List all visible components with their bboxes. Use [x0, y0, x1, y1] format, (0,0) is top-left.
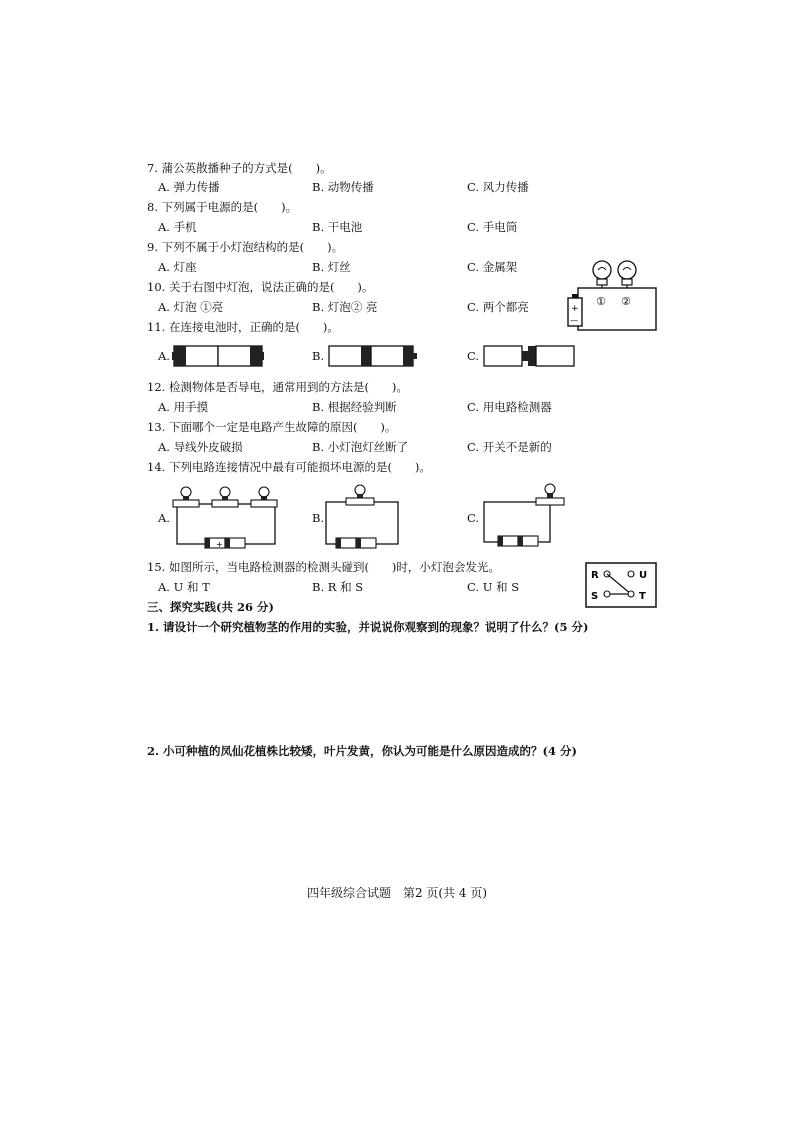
question-7-option-c: C. 风力传播 [467, 180, 529, 194]
question-14-option-c: C. [467, 511, 480, 525]
question-14-option-b: B. [312, 511, 325, 525]
question-8-option-a: A. 手机 [158, 220, 197, 234]
battery-plus-label: + [571, 304, 579, 314]
question-9-option-a: A. 灯座 [158, 260, 197, 274]
terminal-s-label: S [591, 591, 599, 602]
question-10-option-b: B. 灯泡② 亮 [312, 300, 378, 314]
section-3-title: 三、探究实践(共 26 分) [147, 600, 274, 614]
question-13-option-c: C. 开关不是新的 [467, 440, 552, 454]
question-7-option-b: B. 动物传播 [312, 180, 374, 194]
question-11-stem: 11. 在连接电池时，正确的是( )。 [147, 320, 339, 334]
question-15-stem: 15. 如图所示，当电路检测器的检测头碰到( )时，小灯泡会发光。 [147, 560, 500, 574]
question-11-option-c: C. [467, 349, 480, 363]
q11-option-c-batteries [482, 343, 576, 369]
q11-option-a-batteries [172, 343, 266, 369]
question-8-option-b: B. 干电池 [312, 220, 363, 234]
question-13-stem: 13. 下面哪个一定是电路产生故障的原因( )。 [147, 420, 397, 434]
question-14-option-a: A. [158, 511, 170, 525]
bulb-1-icon [593, 261, 611, 288]
battery-sign: + [216, 540, 223, 549]
question-8-option-c: C. 手电筒 [467, 220, 518, 234]
question-13-option-b: B. 小灯泡灯丝断了 [312, 440, 409, 454]
question-12-option-c: C. 用电路检测器 [467, 400, 552, 414]
q10-circuit-figure [560, 258, 660, 338]
question-10-option-c: C. 两个都亮 [467, 300, 529, 314]
bulb-1-label: ① [596, 295, 606, 308]
question-13-option-a: A. 导线外皮破损 [158, 440, 243, 454]
q11-option-b-batteries [327, 343, 423, 369]
question-15-option-a: A. U 和 T [158, 580, 210, 594]
question-9-option-c: C. 金属架 [467, 260, 518, 274]
battery-minus-label: — [570, 316, 578, 325]
question-10-stem: 10. 关于右图中灯泡，说法正确的是( )。 [147, 280, 374, 294]
question-7-stem: 7. 蒲公英散播种子的方式是( )。 [147, 161, 332, 175]
question-12-stem: 12. 检测物体是否导电，通常用到的方法是( )。 [147, 380, 408, 394]
question-7-option-a: A. 弹力传播 [158, 180, 220, 194]
question-11-option-a: A. [158, 349, 170, 363]
terminal-r-label: R [591, 570, 599, 581]
question-9-option-b: B. 灯丝 [312, 260, 351, 274]
question-10-option-a: A. 灯泡 ①亮 [158, 300, 224, 314]
question-8-stem: 8. 下列属于电源的是( )。 [147, 200, 298, 214]
question-15-option-b: B. R 和 S [312, 580, 364, 594]
bulb-2-icon [618, 261, 636, 288]
page-footer: 四年级综合试题 第2 页(共 4 页) [306, 886, 488, 900]
question-9-stem: 9. 下列不属于小灯泡结构的是( )。 [147, 240, 344, 254]
q14-option-c-circuit [480, 478, 570, 548]
question-12-option-b: B. 根据经验判断 [312, 400, 397, 414]
section-3-question-1: 1. 请设计一个研究植物茎的作用的实验，并说说你观察到的现象？说明了什么？(5 分) [147, 620, 589, 634]
terminal-u-label: U [639, 570, 648, 581]
question-14-stem: 14. 下列电路连接情况中最有可能损坏电源的是( )。 [147, 460, 431, 474]
question-15-option-c: C. U 和 S [467, 580, 520, 594]
q15-terminal-figure [585, 562, 657, 608]
terminal-t-label: T [639, 591, 646, 602]
q14-option-a-circuit [171, 484, 281, 552]
question-11-option-b: B. [312, 349, 325, 363]
section-3-question-2: 2. 小可种植的凤仙花植株比较矮，叶片发黄，你认为可能是什么原因造成的？(4 分) [147, 744, 577, 758]
bulb-2-label: ② [621, 295, 631, 308]
question-12-option-a: A. 用手摸 [158, 400, 209, 414]
q14-option-b-circuit [322, 482, 402, 552]
